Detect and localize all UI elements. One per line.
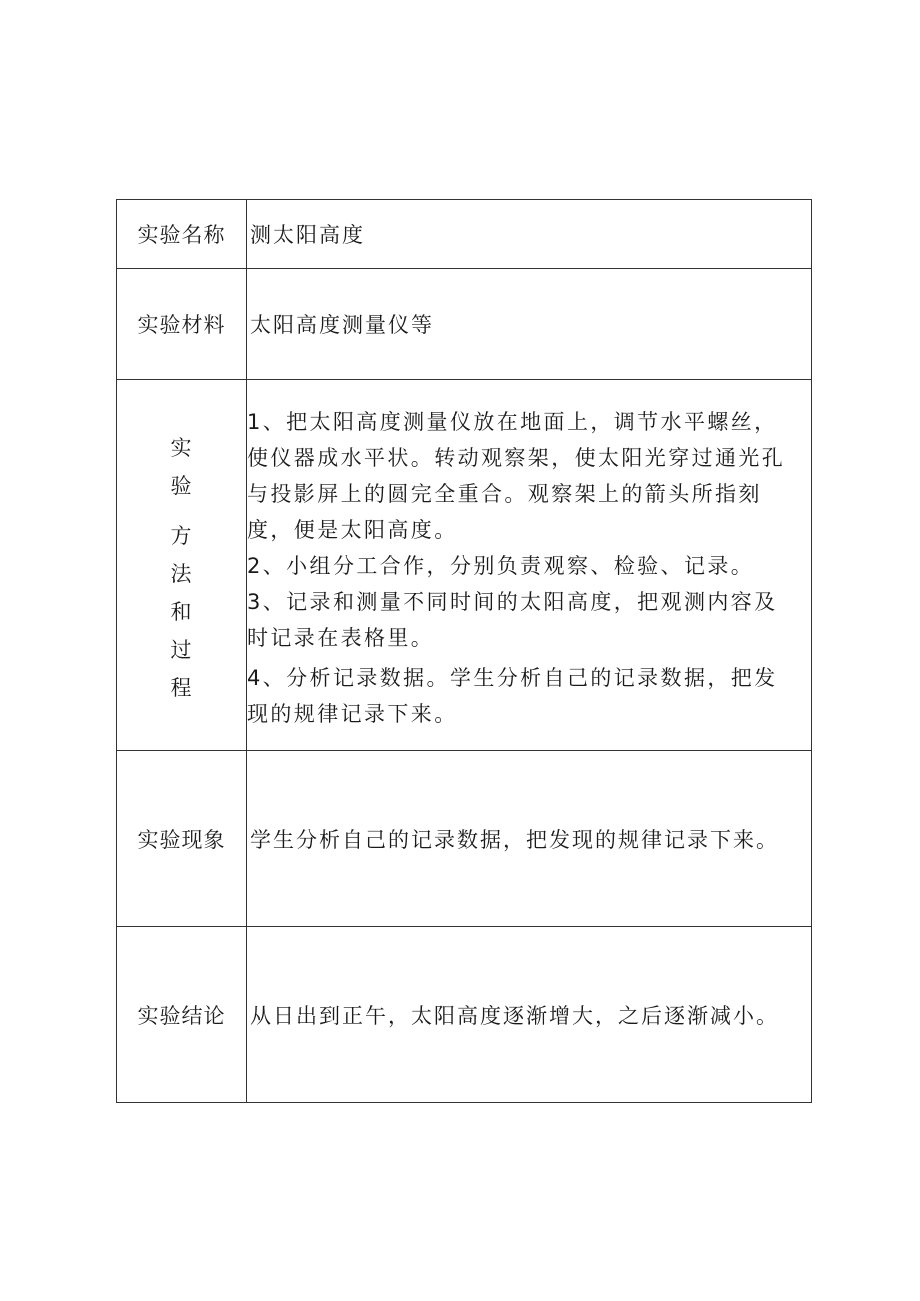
experiment-name-label: 实验名称 xyxy=(117,200,247,268)
experiment-material-label: 实验材料 xyxy=(117,269,247,379)
experiment-method-label xyxy=(117,380,247,750)
method-vertical-label xyxy=(171,380,193,750)
method-label-char: 过 xyxy=(170,638,193,662)
method-step: 4、分析记录数据。学生分析自己的记录数据，把发现的规律记录下来。 xyxy=(247,666,778,726)
experiment-method-row xyxy=(117,379,811,750)
experiment-conclusion-row xyxy=(117,926,811,1102)
method-label-char: 程 xyxy=(170,676,193,700)
method-label-char: 验 xyxy=(170,474,193,498)
experiment-name-row xyxy=(117,200,811,268)
experiment-phenomenon-row xyxy=(117,750,811,926)
experiment-conclusion-label: 实验结论 xyxy=(117,927,247,1102)
experiment-method-steps xyxy=(247,380,811,750)
experiment-phenomenon-label: 实验现象 xyxy=(117,751,247,926)
experiment-material-value: 太阳高度测量仪等 xyxy=(250,313,434,337)
method-step: 2、小组分工合作，分别负责观察、检验、记录。 xyxy=(247,554,755,578)
experiment-table xyxy=(116,199,812,1103)
method-label-char: 法 xyxy=(170,562,193,586)
method-label-char: 方 xyxy=(170,524,193,548)
method-step: 1、把太阳高度测量仪放在地面上，调节水平螺丝，使仪器成水平状。转动观察架，使太阳光穿过通光孔与投影屏上的圆完全重合。观察架上的箭头所指刻度，便是太阳高度。 xyxy=(247,410,786,542)
experiment-material-row xyxy=(117,268,811,379)
method-label-char: 实 xyxy=(170,436,193,460)
method-step: 3、记录和测量不同时间的太阳高度，把观测内容及时记录在表格里。 xyxy=(247,590,778,650)
experiment-conclusion-value: 从日出到正午，太阳高度逐渐增大，之后逐渐减小。 xyxy=(250,1003,779,1028)
experiment-phenomenon-value: 学生分析自己的记录数据，把发现的规律记录下来。 xyxy=(250,827,779,852)
method-label-char: 和 xyxy=(170,600,193,624)
experiment-name-value: 测太阳高度 xyxy=(250,223,365,247)
